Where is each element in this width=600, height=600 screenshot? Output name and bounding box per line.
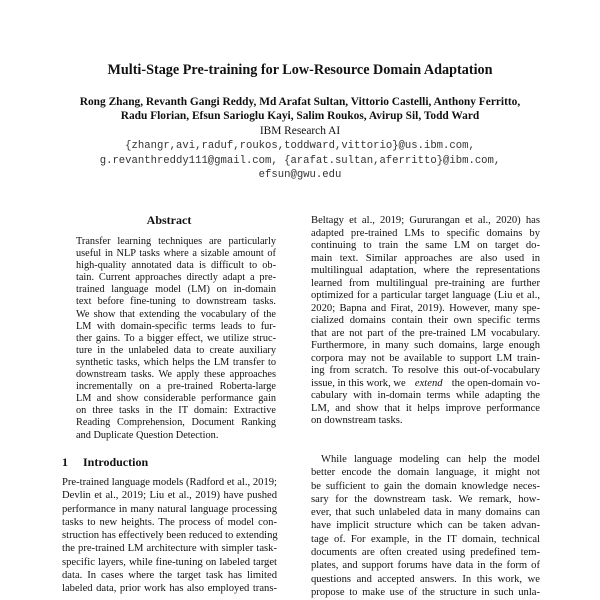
text-line: LM, and show that it helps improve performance [311,402,540,414]
email-line: efsun@gwu.edu [258,169,342,181]
text-line: plates, and support forums have data in the form of [311,560,540,572]
text-line: LM and show considerable performance gain [76,393,276,405]
text-line: optimized for a particular target language (Liu et al., [311,290,540,301]
text-line: main text. Similar approaches are also used in [311,252,540,264]
text-line [311,378,540,391]
text-line: multilingual adaptation, where the representations [311,265,540,276]
text-line: tasks to new heights. The process of model con- [62,516,277,528]
right-column-paragraph-2 [311,453,540,599]
right-column-paragraph-1 [311,215,540,428]
text-line: ture in the unlabeled data to create auxiliary [76,344,276,356]
text-line: incrementally on a pre-trained Roberta-large [76,381,276,393]
text-line: struction has effectively been reduced to extending [62,530,278,542]
text-line: tain. Current approaches directly adapt a pre- [76,272,276,284]
section-title: Introduction [83,455,149,469]
text-line: documents are often created using predefined tem- [311,547,540,559]
paper-title: Multi-Stage Pre-training for Low-Resource Domain Adaptation [107,62,493,78]
text-line: that are not part of the pre-trained LM vocabulary. [311,327,540,339]
abstract-body [62,236,276,442]
text-line: on downstream tasks. [311,415,403,426]
text-line: While language modeling can help the model [321,454,540,465]
abstract-heading: Abstract [146,213,192,227]
text-line: have implicit structure which can be taken advan- [311,520,540,532]
text-line: adapted pre-trained LMs to specific domains by [311,227,540,239]
text-line: sary for the downstream task. We remark, how- [311,493,540,505]
text-line: downstream tasks. We apply these approaches [76,369,276,381]
introduction-body [62,476,277,596]
text-line: be sufficient to gain the domain knowledge neces- [311,480,540,492]
text-line: tage of. For example, in the IT domain, technical [311,533,540,545]
section-number: 1 [62,455,68,469]
affiliation: IBM Research AI [259,125,341,137]
text-line: Furthermore, in many such domains, large enough [311,340,540,351]
text-line: We show that extending the vocabulary of the [76,308,276,320]
text-line: and Duplicate Question Detection. [76,429,219,441]
emphasis-text: extend [414,377,443,389]
text-line: 2020; Bapna and Firat, 2019). However, many spe- [311,302,540,314]
text-line: high-quality annotated data is difficult to ob- [76,260,276,272]
text-line: the pre-trained LM architecture with simpler task- [62,543,277,555]
text-line: cialized domains contain their own specific terms [311,315,540,326]
text-line: continuing to train the same LM on target do- [311,240,540,251]
text-line: synthetic tasks, which helps the LM transfer to [76,356,276,368]
text-line: text before fine-tuning to downstream tasks. [76,296,276,308]
text-line: labeled data, prior work has also employed trans- [62,583,277,595]
text-line: Devlin et al., 2019; Liu et al., 2019) have pushed [62,490,277,502]
text-line: specific layers, while fine-tuning on labeled target [62,556,277,568]
text-line: performance in many natural language processing [62,503,277,515]
text-line: Pre-trained language models (Radford et al., 2019; [62,477,277,488]
text-line: useful in NLP tasks where a sizable amount of [76,248,276,260]
text-line: LM with domain-specific terms leads to fur- [76,320,276,332]
text-line: better encode the domain language, it might not [311,467,540,479]
section-heading-introduction [62,455,148,470]
text-span: issue, in this work, we [311,377,406,389]
email-line: g.revanthreddy111@gmail.com, {arafat.sultan,aferritto}@ibm.com, [99,155,501,167]
text-line: ing from scratch. To resolve this out-of-vocabulary [311,365,540,376]
author-list-line-2: Radu Florian, Efsun Sarioglu Kayi, Salim Roukos, Avirup Sil, Todd Ward [120,110,480,122]
text-span: the open-domain vo- [451,377,540,389]
email-line: {zhangr,avi,raduf,roukos,toddward,vittorio}@us.ibm.com, [125,140,475,152]
text-line: corpora may not be available to support LM train- [311,352,540,364]
text-line: data. In cases where the target task has limited [62,570,277,582]
text-line: Beltagy et al., 2019; Gururangan et al., 2020) has [311,215,540,226]
text-line: propose to make use of the structure in such unla- [311,586,540,598]
author-list-line-1: Rong Zhang, Revanth Gangi Reddy, Md Arafat Sultan, Vittorio Castelli, Anthony Ferritto, [79,96,521,108]
text-line: cabulary with in-domain terms while adapting the [311,390,540,401]
text-line: trained language model (LM) on in-domain [76,284,276,296]
text-line: Reading Comprehension, Document Ranking [76,417,276,429]
text-line: learned from multilingual pre-training are further [311,277,540,289]
text-line: questions and accepted answers. In this work, we [311,573,540,585]
text-line: ther gains. To a bigger effect, we utilize struc- [76,332,276,344]
text-line: ever, that such unlabeled data in many domains can [311,507,540,519]
text-line: on three tasks in the IT domain: Extractive [76,405,276,417]
text-line: Transfer learning techniques are particularly [76,236,276,247]
